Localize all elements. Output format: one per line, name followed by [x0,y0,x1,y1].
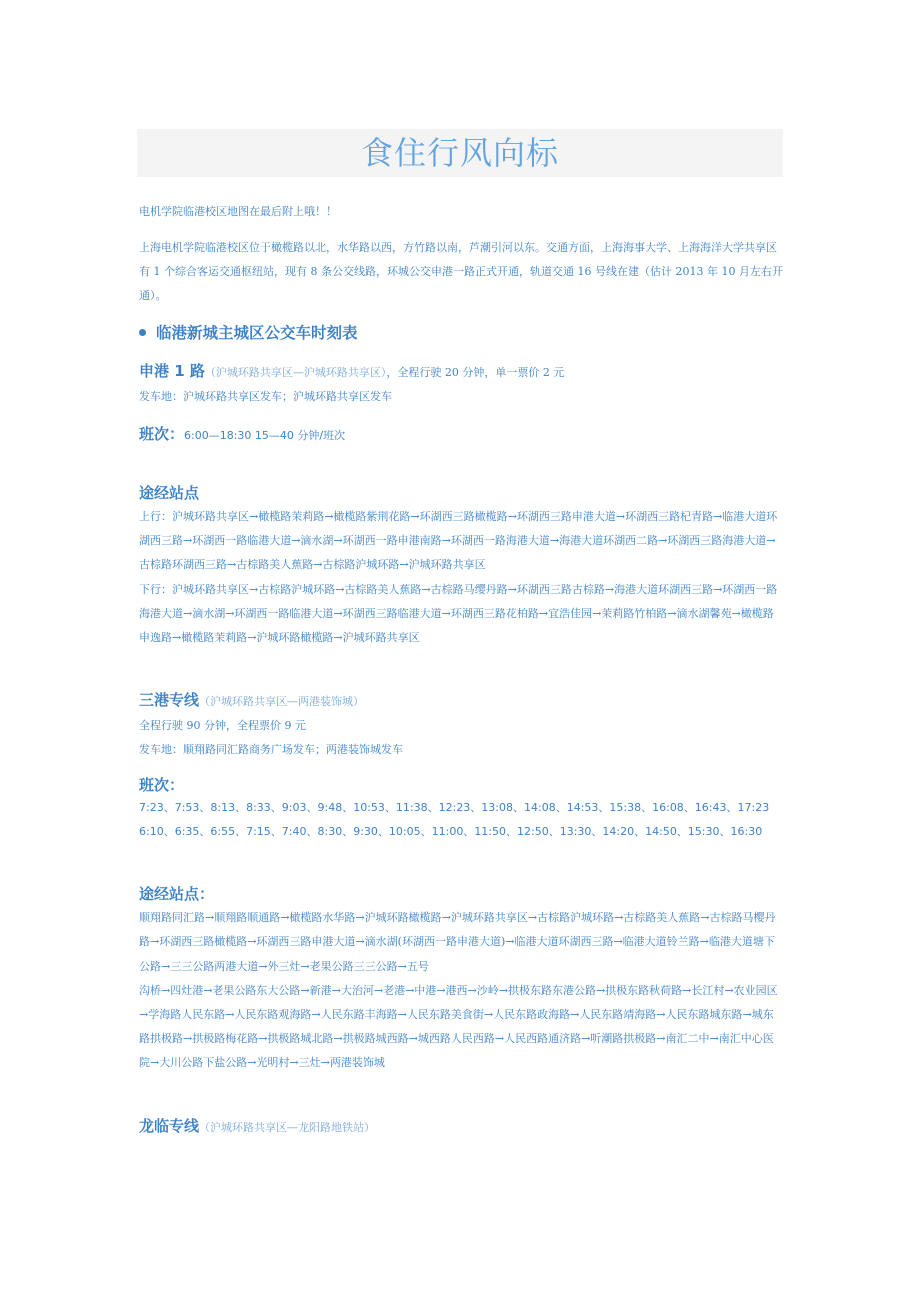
stops-down: 下行：沪城环路共享区→古棕路沪城环路→古棕路美人蕉路→古棕路马缨丹路→环湖西三路古棕路→海港大道环湖西三路→环湖西一路海港大道→滴水湖→环湖西一路临港大道→环湖西三路临港大道→环湖西三路花柏路→宜浩佳园→茉莉路竹柏路→滴水湖馨苑→橄榄路申逸路→橄榄路茉莉路→沪城环路橄榄路→沪城环路共享区 [139,582,778,645]
route-name: 三港专线 [139,691,200,710]
stops-up: 上行：沪城环路共享区→橄榄路茉莉路→橄榄路紫荆花路→环湖西三路橄榄路→环湖西三路申港大道→环湖西三路杞青路→临港大道环湖西三路→环湖西一路临港大道→滴水湖→环湖西一路申港南路→环湖西一路海港大道→海港大道环湖西二路→环湖西三路海港大道→古棕路环湖西三路→古棕路美人蕉路→古棕路沪城环路→沪城环路共享区 [139,510,778,572]
route-longlin [139,1114,783,1140]
route-departure: 发车地：沪城环路共享区发车；沪城环路共享区发车 [139,390,392,403]
bullet-icon [139,329,146,336]
schedule-text: 6:00—18:30 15—40 分钟/班次 [184,429,346,442]
schedule-heading [139,422,783,448]
route-name: 申港 1 路 [139,362,205,380]
section-heading [139,321,783,345]
route-info: ，全程行驶 20 分钟，单一票价 2 元 [386,366,565,379]
route-header [139,1114,783,1140]
stops-label: 途经站点 [139,484,200,502]
document-page [139,129,783,1140]
schedule-times-2: 6:10、6:35、6:55、7:15、7:40、8:30、9:30、10:05、11:00、11:50、12:50、13:30、14:20、14:50、15:30、16:30 [139,825,763,839]
route-shengang-1 [139,359,783,650]
route-header [139,359,783,385]
stops-part-2: 沟桥→四灶港→老果公路东大公路→新港→大治河→老港→中港→港西→沙岭→拱极东路东港公路→拱极东路秋荷路→长江村→农业园区→学海路人民东路→人民东路观海路→人民东路丰海路→人民东路美食街→人民东路政海路→人民东路靖海路→人民东路城东路→城东路拱极路→拱极路梅花路→拱极路城北路→拱极路城西路→城西路人民西路→人民西路通济路→听潮路拱极路→南汇二中→南汇中心医院→大川公路下盐公路→光明村→三灶→两港装饰城 [139,983,778,1070]
route-endpoints: （沪城环路共享区—两港装饰城） [199,695,365,709]
route-name: 龙临专线 [139,1116,200,1135]
campus-description: 上海电机学院临港校区位于橄榄路以北，水华路以西，方竹路以南，芦潮引河以东。交通方面，上海海事大学、上海海洋大学共享区有 1 个综合客运交通枢纽站，现有 8 条公交线路，环城公交申港一路正式开通，轨道交通 16 号线在建（估计 2013 年 10 月左右开通）。 [139,241,783,302]
schedule-label: 班次： [139,776,185,795]
route-endpoints: （沪城环路共享区—龙阳路地铁站） [199,1120,376,1134]
route-departure: 发车地：顺翔路同汇路商务广场发车；两港装饰城发车 [139,743,403,757]
page-title: 食住行风向标 [137,129,783,177]
route-info: 全程行驶 90 分钟，全程票价 9 元 [139,719,306,733]
route-endpoints: （沪城环路共享区—沪城环路共享区） [204,366,387,379]
schedule-times-1: 7:23、7:53、8:13、8:33、9:03、9:48、10:53、11:38、12:23、13:08、14:08、14:53、15:38、16:08、16:43、17:23 [139,801,770,815]
section-title: 临港新城主城区公交车时刻表 [156,324,358,342]
stops-label: 途经站点： [139,885,215,904]
stops-part-1: 顺翔路同汇路→顺翔路顺通路→橄榄路水华路→沪城环路橄榄路→沪城环路共享区→古棕路沪城环路→古棕路美人蕉路→古棕路马樱丹路→环湖西三路橄榄路→环湖西三路申港大道→滴水湖(环湖西一路申港大道)→临港大道环湖西三路→临港大道铃兰路→临港大道塘下公路→三三公路两港大道→外三灶→老果公路三三公路→五号 [139,911,776,973]
route-header [139,688,783,714]
map-note: 电机学院临港校区地图在最后附上哦！！ [139,205,337,218]
route-sangang [139,688,783,1075]
schedule-label: 班次： [139,425,185,443]
